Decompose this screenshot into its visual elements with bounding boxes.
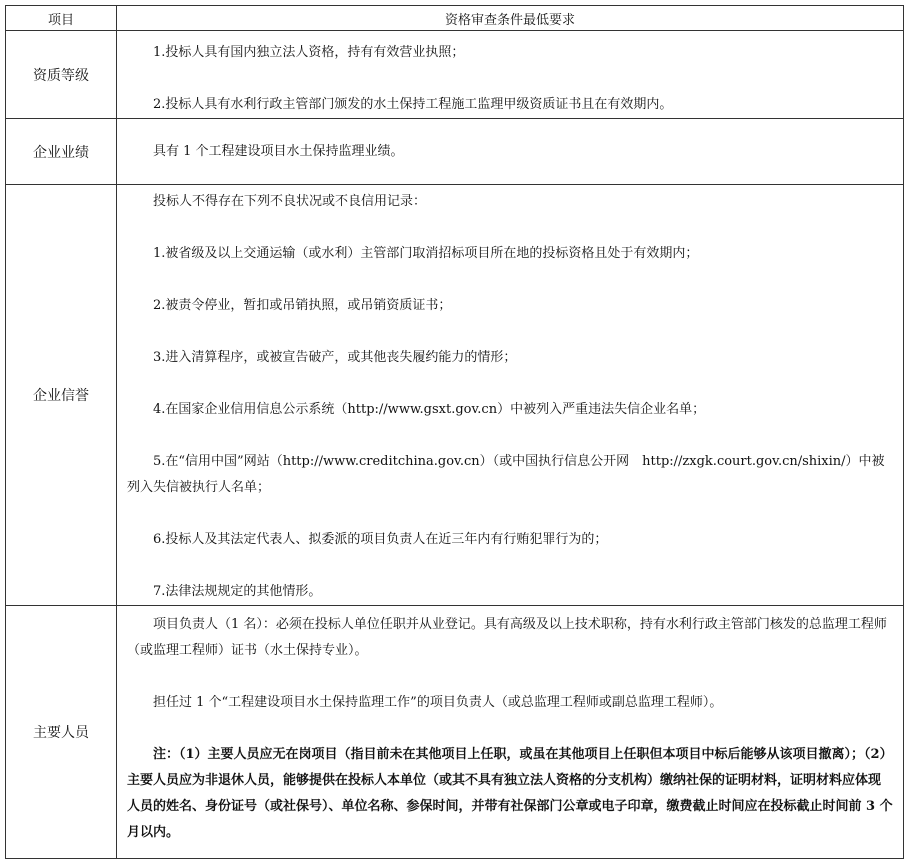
requirement-line: 担任过 1 个“工程建设项目水土保持监理工作”的项目负责人（或总监理工程师或副总监理工程师）。 (153, 695, 723, 710)
requirement-line: 3.进入清算程序，或被宣告破产，或其他丧失履约能力的情形； (153, 350, 517, 365)
row-content (117, 119, 904, 185)
requirement-line: 1.被省级及以上交通运输（或水利）主管部门取消招标项目所在地的投标资格且处于有效期内； (153, 246, 699, 261)
table-row-enterprise-credit (6, 185, 904, 606)
row-content (117, 185, 904, 606)
requirement-line: 具有 1 个工程建设项目水土保持监理业绩。 (153, 143, 404, 159)
requirement-line: 1.投标人具有国内独立法人资格，持有有效营业执照； (153, 45, 465, 60)
requirement-line: 2.被责令停业，暂扣或吊销执照，或吊销资质证书； (153, 298, 452, 313)
row-content (117, 31, 904, 119)
row-item-label: 主要人员 (6, 606, 117, 859)
row-content (117, 606, 904, 859)
header-item: 项目 (6, 6, 117, 31)
row-item-label: 企业信誉 (6, 185, 117, 606)
row-item-label: 企业业绩 (6, 119, 117, 185)
table-row-qualification-level (6, 31, 904, 119)
requirement-line: 4.在国家企业信用信息公示系统（http://www.gsxt.gov.cn）中被列入严重违法失信企业名单； (153, 402, 706, 417)
header-requirement: 资格审查条件最低要求 (117, 6, 904, 31)
requirement-line: 2.投标人具有水利行政主管部门颁发的水土保持工程施工监理甲级资质证书且在有效期内。 (153, 97, 673, 112)
qualification-table (5, 5, 904, 859)
table-header-row (6, 6, 904, 31)
row-item-label: 资质等级 (6, 31, 117, 119)
table-row-enterprise-performance (6, 119, 904, 185)
requirement-line: 投标人不得存在下列不良状况或不良信用记录： (153, 194, 427, 209)
requirement-line: 项目负责人（1 名）：必须在投标人单位任职并从业登记。具有高级及以上技术职称，持有水利行政主管部门核发的总监理工程师（或监理工程师）证书（水土保持专业）。 (127, 617, 887, 658)
requirement-line: 6.投标人及其法定代表人、拟委派的项目负责人在近三年内有行贿犯罪行为的； (153, 532, 608, 547)
requirement-note: 注：（1）主要人员应无在岗项目（指目前未在其他项目上任职，或虽在其他项目上任职但本项目中标后能够从该项目撤离）；（2）主要人员应为非退休人员，能够提供在投标人本单位（或其不具有独立法人资格的分支机构）缴纳社保的证明材料，证明材料应体现人员的姓名、身份证号（或社保号）、单位名称、参保时间，并带有社保部门公章或电子印章，缴费截止时间应在投标截止时间前 3 个月以内。 (127, 747, 893, 840)
requirement-line: 5.在“信用中国”网站（http://www.creditchina.gov.cn）（或中国执行信息公开网 http://zxgk.court.gov.cn/shixin/）中被列入失信被执行人名单； (127, 454, 885, 495)
requirement-line: 7.法律法规规定的其他情形。 (153, 584, 322, 599)
table-row-key-personnel (6, 606, 904, 859)
